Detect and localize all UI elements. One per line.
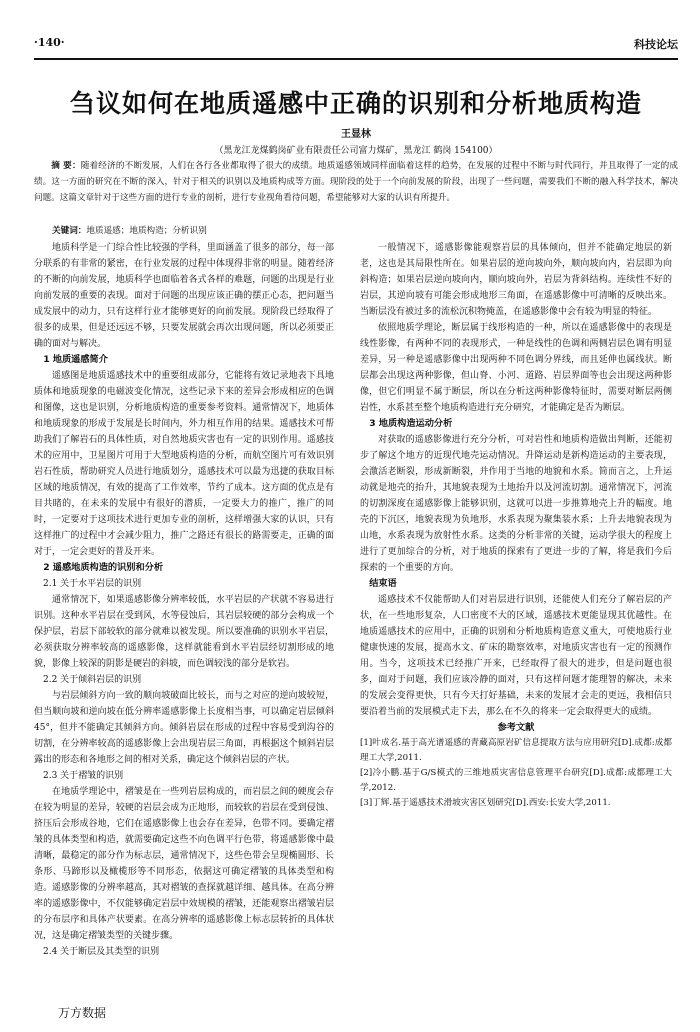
- article-author: 王显林: [341, 129, 371, 140]
- right-column: [360, 240, 672, 811]
- author-affiliation: （黑龙江龙煤鹤岗矿业有限责任公司富力煤矿，黑龙江 鹤岗 154100）: [214, 146, 498, 156]
- conclusion-paragraph: 遥感技术不仅能帮助人们对岩层进行识别，还能使人们充分了解岩层的产状，在一些地形复杂，人口密度不大的区域，遥感技术更能显现其优越性。在地质遥感技术的应用中，正确的识别和分析地质构造意义重大，可使地质行业健康快速的发展，提高水文、矿床的勘察效率，对地质灾害也有一定的预测作用。当今，这项技术已经推广开来，已经取得了很大的进步，但是问题也很多，面对于问题，我们应该冷静的面对，只有这样问题才能理智的解决，未来的发展会变得更快，只有今天打好基础，未来的发展才会走的更远，我相信只要沿着当前的发展模式走下去，那么在不久的将来一定会取得更大的成绩。: [360, 595, 672, 717]
- subsection-heading: 2.3 关于褶皱的识别: [43, 771, 124, 781]
- conclusion-heading: 结束语: [369, 578, 397, 589]
- subsection-heading: 2.2 关于倾斜岩层的识别: [43, 675, 142, 685]
- abstract-text: 随着经济的不断发展，人们在各行各业都取得了很大的成绩。地质遥感领域同样面临着这样的趋势，在发展的过程中不断与时代同行，并且取得了一定的成绩。这一方面的研究在不断的深入，针对于相关的识别以及地质构成等方面。现阶段的处于一个向前发展的阶段，出现了一些问题，需要我们不断的融入科学技术，解决问题。这篇文章针对于这些方面的进行专业的剖析，进行专业视角看待问题，希望能够对大家的认识有所提升。: [34, 161, 678, 203]
- article-title: 刍议如何在地质遥感中正确的识别和分析地质构造: [69, 89, 642, 118]
- keywords: [52, 224, 678, 236]
- page-number: ·140·: [34, 36, 65, 49]
- section-heading: 1 地质遥感简介: [43, 354, 108, 365]
- left-column: [34, 240, 334, 960]
- section-heading: 2 遥感地质构造的识别和分析: [43, 562, 164, 573]
- keywords-label: 关键词：: [52, 226, 87, 236]
- keywords-text: 地质遥感；地质构造；分析识别: [86, 226, 207, 236]
- subsection-heading: 2.4 关于断层及其类型的识别: [43, 947, 160, 957]
- abstract: [34, 158, 678, 206]
- references-list: [360, 736, 672, 811]
- body-paragraph: 一般情况下，遥感影像能观察岩层的具体倾向，但并不能确定地层的新老，这也是其局限性所在。如果岩层的逆向坡向外，顺向坡向内，岩层即为向斜构造；如果岩层逆向坡向内，顺向坡向外，岩层为背斜结构。连续性不好的岩层，其逆向坡有可能会形成地形三角面，在遥感影像中可清晰的反映出来。当断层没有被过多的流松沉积物掩盖，在遥感影像中会有较为明显的特征。: [360, 243, 672, 317]
- reference-item: [1]叶成名.基于高光谱遥感的青藏高原岩矿信息提取方法与应用研究[D].成都:成都理工大学,2011.: [360, 738, 672, 763]
- references-heading: 参考文献: [497, 722, 535, 733]
- body-paragraph: 与岩层倾斜方向一致的顺向坡破面比较长，而与之对应的逆向坡较短，但当顺向坡和逆向坡在低分辨率遥感影像上长度相当事，可以确定岩层倾斜45°，但并不能确定其倾斜方向。倾斜岩层在形成的过程中容易受到沟谷的切割，在分辨率较高的遥感影像上会出现岩层三角面，再根据这个倾斜岩层露出的形态和各地形之间的相对关系，确定这个倾斜岩层的产状。: [34, 691, 334, 765]
- running-header: [34, 36, 678, 54]
- body-paragraph: 通常情况下，如果遥感影像分辨率较低，水平岩层的产状就不容易进行识别。这种水平岩层在受到风，水等侵蚀后，其岩层较硬的部分会构成一个保护层，岩层下部较软的部分就难以被发现。所以要准确的识别水平岩层，必须获取分辨率较高的遥感影像，这样就能看到水平岩层经切割形成的地貌，影像上较深的阴影是硬岩的斜坡，而色调较浅的部分是软岩。: [34, 595, 334, 669]
- abstract-label: 摘 要：: [51, 161, 81, 171]
- body-paragraph: 遥感图是地质遥感技术中的重要组成部分，它能将有效记录地表下具地质体和地质现象的电磁波变化情况，这些记录下来的差异会形成相应的色调和图像，这也是识别，分析地质构造的重要参考资料。通常情况下，地质体和地质现象的形成于发展是长时间内，外力相互作用的结果。遥感技术可帮助我们了解岩石的具体性质，对自然地质灾害也有一定的识别作用。遥感技术的应用中，卫星图片可用于大型地质构造的分析，而航空图片可有效识别岩石性质，帮助研究人员进行地质划分，遥感技术可以最为迅捷的获取目标区域的地质情况，有效的提高了工作效率，节约了成本。这方面的优点是有目共睹的，在未来的发展中有很好的潜质，一定要大力的推广，推广的同时，一定要对于这项技术进行更加专业的剖析，这样增强大家的认识，只有这样推广的过程中才会减少阻力，推广之路还有很长的路需要走，正确的面对于，一定会更好的普及开来。: [34, 371, 334, 557]
- body-paragraph: 对获取的遥感影像进行充分分析，可对岩性和地质构造做出判断，还能初步了解这个地方的近现代地壳运动情况。升降运动是新构造运动的主要表现，会激活老断裂，形成新断裂，并作用于当地的地貌和水系。简而言之，上升运动就是地壳的抬升，其地貌表现为土地抬升以及河流切割。通常情况下，河流的切割深度在遥感影像上能够识别，这就可以进一步推算地壳上升的幅度。地壳的下沉区，地貌表现为负地形，水系表现为聚集装水系；上升去地貌表现为山地，水系表现为放射性水系。这类的分析非常的关键，运动学很大的程度上进行了更加综合的分析，对于地质的探索有了更进一步的了解，将是我们今后探索的一个重要的方向。: [360, 435, 672, 573]
- intro-paragraph: 地质科学是一门综合性比较强的学科，里面涵盖了很多的部分，每一部分联系的有非常的紧密，在行业发展的过程中体现得非常的明显。随着经济的不断的向前发展，地质科学也面临着各式各样的难题，问题的出现是行业向前发展的重要的表现。面对于问题的出现应该正确的摆正心态，把问题当成发展中的动力，只有这样行业才能够更好的向前发展。现阶段已经取得了很多的成果，但是还远远不够，只要发展就会再次出现问题，所以必须要正确的面对与解决。: [34, 243, 334, 349]
- body-paragraph: 依照地质学理论，断层属于线形构造的一种，所以在遥感影像中的表现是线性影像，有两种不同的表现形式，一种是线性的色调和两侧岩层色调有明显差异，另一种是遥感影像中出现两种不同色调分界线，而且延伸也属线状。断层都会出现这两种影像，但山脊、小河、道路、岩层界面等也会出现这两种影像，但它们明显不属于断层，所以在分析这两种影像特征时，需要对断层两侧岩性，水系甚至整个地质构造进行充分研究，才能确定是否为断层。: [360, 323, 672, 413]
- section-heading: 3 地质构造运动分析: [369, 418, 453, 429]
- watermark-text: 万方数据: [58, 1006, 107, 1020]
- section-name: 科技论坛: [634, 38, 678, 51]
- body-paragraph: 在地质学理论中，褶皱是在一些列岩层构成的，而岩层之间的硬度会存在较为明显的差异，较硬的岩层会成为正地形，而较软的岩层在受到侵蚀、挤压后会形成谷地，它们在遥感影像上也会存在差异，色带不同。要确定褶皱的具体类型和构造，就需要确定这些不向色调平行色带，将遥感影像中最清晰，最稳定的部分作为标志层，通常情况下，这些色带会呈现椭圆形、长条形、马蹄形以及橄榄形等不同形态，依据这可确定褶皱的具体类型和构造。遥感影像的分辨率越高，其对褶皱的查探就越详细、越具体。在高分辨率的遥感影像中，不仅能够确定岩层中效规模的褶皱，还能观察出褶皱岩层的分布层序和具体产状要素。在高分辨率的遥感影像上标志层转折的具体状况，这是确定褶皱类型的关键步骤。: [34, 787, 334, 941]
- header-rule: [34, 58, 678, 60]
- reference-item: [2]冷小鹏.基于G/S模式的三维地质灾害信息管理平台研究[D].成都:成都理工大学,2012.: [360, 768, 672, 793]
- subsection-heading: 2.1 关于水平岩层的识别: [43, 579, 142, 589]
- reference-item: [3]丁辉.基于遥感技术滑坡灾害区划研究[D].西安:长安大学,2011.: [360, 798, 611, 808]
